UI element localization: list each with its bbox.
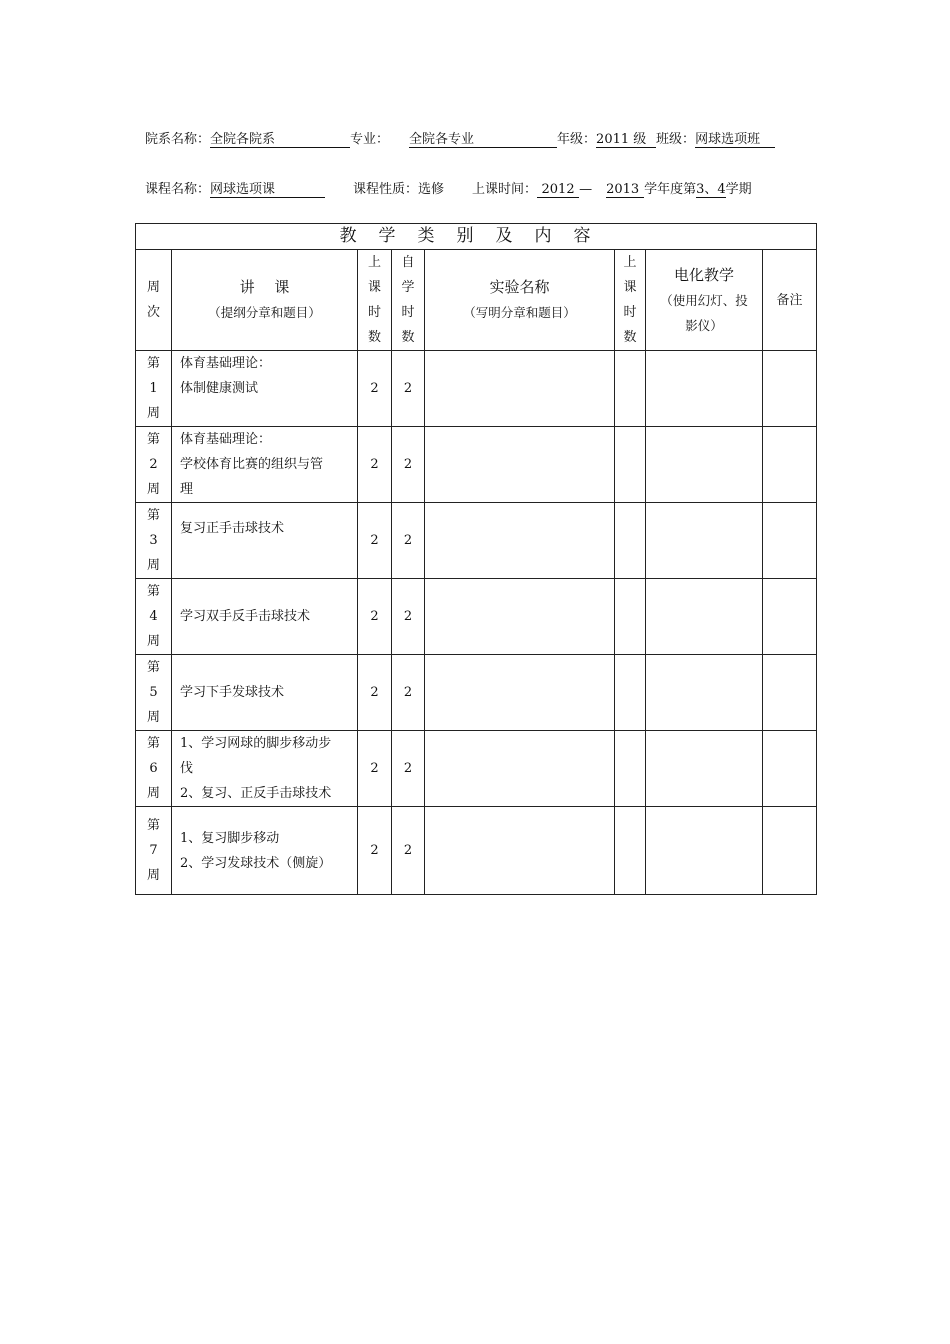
header-media: 电化教学 （使用幻灯、投 影仪） — [646, 250, 763, 351]
nature-value: 选修 — [418, 182, 445, 197]
course-value: 网球选项课 — [210, 182, 325, 198]
header-lecture: 讲 课 （提纲分章和题目） — [172, 250, 358, 351]
remarks-cell — [763, 731, 817, 807]
major-label: 专业： — [350, 132, 390, 147]
grade-value: 2011 级 — [596, 132, 656, 148]
header-week: 周 次 — [136, 250, 172, 351]
table-row — [136, 731, 817, 807]
header-experiment: 实验名称 （写明分章和题目） — [425, 250, 615, 351]
week-cell: 第 2 周 — [136, 427, 172, 503]
class-hours-cell: 2 — [358, 427, 392, 503]
week-cell: 第 6 周 — [136, 731, 172, 807]
media-cell — [646, 731, 763, 807]
dept-label: 院系名称： — [145, 132, 211, 147]
topic-cell: 1、复习脚步移动 2、学习发球技术（侧旋） — [172, 807, 358, 895]
week-cell: 第 5 周 — [136, 655, 172, 731]
table-row — [136, 427, 817, 503]
remarks-cell — [763, 807, 817, 895]
table-row — [136, 807, 817, 895]
media-cell — [646, 579, 763, 655]
self-hours-cell: 2 — [392, 503, 425, 579]
lab-hours-cell — [615, 503, 646, 579]
table-row — [136, 503, 817, 579]
class-hours-cell: 2 — [358, 655, 392, 731]
remarks-cell — [763, 579, 817, 655]
self-hours-cell: 2 — [392, 731, 425, 807]
table-header-row — [136, 250, 817, 351]
experiment-cell — [425, 655, 615, 731]
year-start: 2012 — [537, 182, 579, 198]
remarks-cell — [763, 503, 817, 579]
topic-cell: 学习下手发球技术 — [172, 655, 358, 731]
lab-hours-cell — [615, 807, 646, 895]
class-hours-cell: 2 — [358, 579, 392, 655]
media-cell — [646, 655, 763, 731]
self-hours-cell: 2 — [392, 807, 425, 895]
header-class-hours: 上 课 时 数 — [358, 250, 392, 351]
lab-hours-cell — [615, 655, 646, 731]
term-value: 3、4 — [696, 182, 726, 197]
table-row — [136, 655, 817, 731]
major-value: 全院各专业 — [409, 132, 557, 148]
class-hours-cell: 2 — [358, 807, 392, 895]
week-cell: 第 4 周 — [136, 579, 172, 655]
experiment-cell — [425, 807, 615, 895]
year-end: 2013 — [606, 182, 644, 198]
term-suffix: 学期 — [725, 182, 752, 197]
experiment-cell — [425, 731, 615, 807]
table-row — [136, 351, 817, 427]
schedule-table — [135, 223, 817, 895]
class-value: 网球选项班 — [695, 132, 775, 148]
grade-label: 年级： — [557, 132, 597, 147]
class-label: 班级： — [656, 132, 696, 147]
lab-hours-cell — [615, 731, 646, 807]
time-label: 上课时间： — [472, 182, 538, 197]
topic-cell: 复习正手击球技术 — [172, 503, 358, 579]
week-cell: 第 7 周 — [136, 807, 172, 895]
header-line-2 — [145, 178, 752, 198]
self-hours-cell: 2 — [392, 351, 425, 427]
class-hours-cell: 2 — [358, 503, 392, 579]
table-title: 教学类别及内容 — [136, 224, 817, 250]
header-lab-hours: 上 课 时 数 — [615, 250, 646, 351]
course-label: 课程名称： — [145, 182, 211, 197]
dept-value: 全院各院系 — [210, 132, 350, 148]
week-cell: 第 1 周 — [136, 351, 172, 427]
table-row — [136, 579, 817, 655]
experiment-cell — [425, 579, 615, 655]
media-cell — [646, 503, 763, 579]
remarks-cell — [763, 655, 817, 731]
class-hours-cell: 2 — [358, 351, 392, 427]
self-hours-cell: 2 — [392, 655, 425, 731]
nature-label: 课程性质： — [353, 182, 419, 197]
topic-cell: 学习双手反手击球技术 — [172, 579, 358, 655]
lab-hours-cell — [615, 579, 646, 655]
topic-cell: 1、学习网球的脚步移动步 伐 2、复习、正反手击球技术 — [172, 731, 358, 807]
remarks-cell — [763, 427, 817, 503]
term-prefix: 学年度第 — [644, 182, 697, 197]
experiment-cell — [425, 351, 615, 427]
lab-hours-cell — [615, 427, 646, 503]
self-hours-cell: 2 — [392, 427, 425, 503]
header-remarks: 备注 — [763, 250, 817, 351]
self-hours-cell: 2 — [392, 579, 425, 655]
experiment-cell — [425, 503, 615, 579]
class-hours-cell: 2 — [358, 731, 392, 807]
media-cell — [646, 427, 763, 503]
media-cell — [646, 807, 763, 895]
topic-cell: 体育基础理论： 体制健康测试 — [172, 351, 358, 427]
lab-hours-cell — [615, 351, 646, 427]
header-self-hours: 自 学 时 数 — [392, 250, 425, 351]
week-cell: 第 3 周 — [136, 503, 172, 579]
media-cell — [646, 351, 763, 427]
header-line-1 — [145, 128, 775, 148]
topic-cell: 体育基础理论： 学校体育比赛的组织与管 理 — [172, 427, 358, 503]
remarks-cell — [763, 351, 817, 427]
year-dash: — — [579, 182, 593, 197]
experiment-cell — [425, 427, 615, 503]
